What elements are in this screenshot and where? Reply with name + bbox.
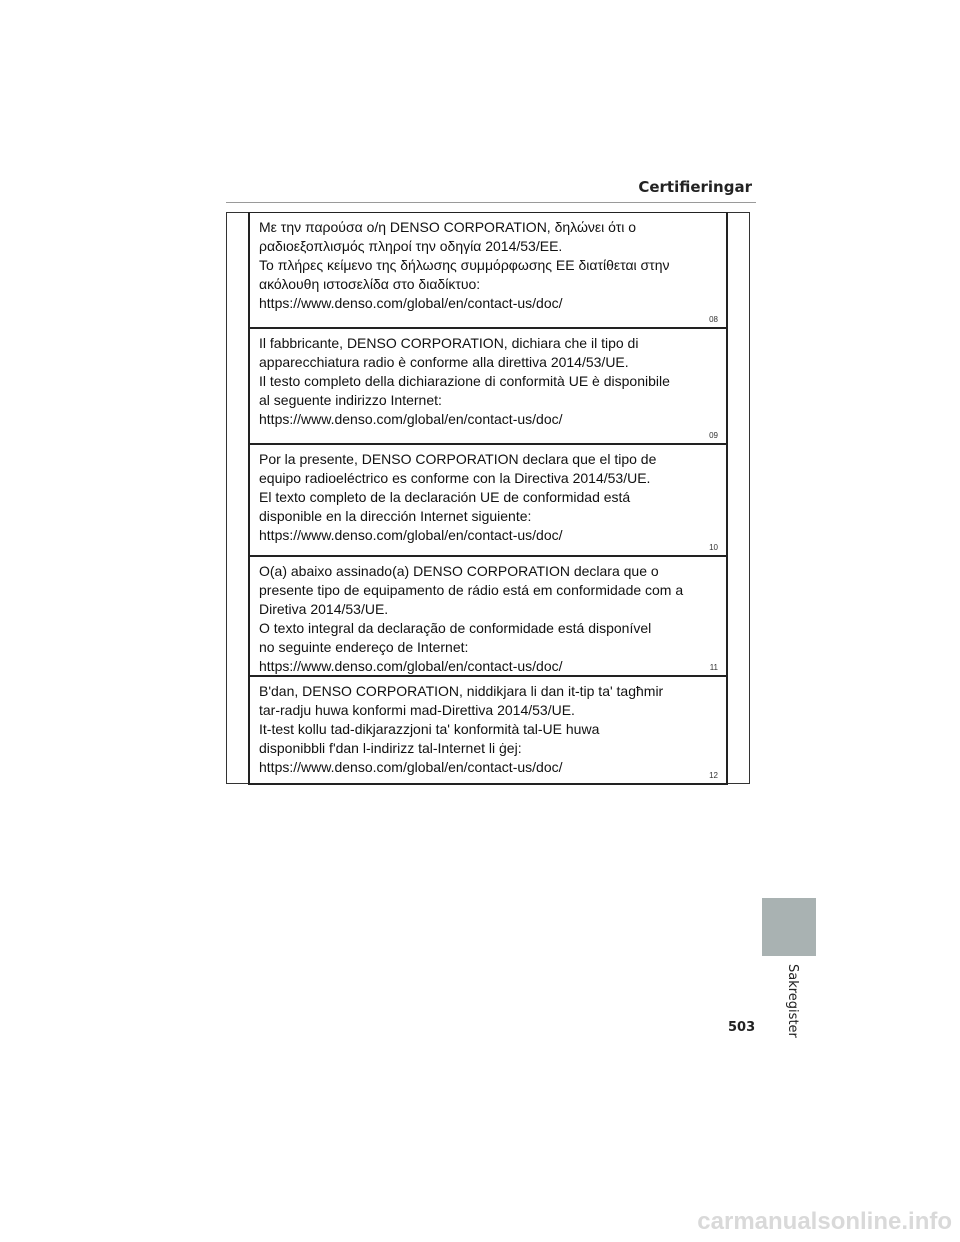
text-line: El texto completo de la declaración UE de conformidad está xyxy=(259,489,631,505)
index-tab xyxy=(762,898,816,956)
page-header xyxy=(226,178,756,203)
text-line: ραδιοεξοπλισμός πληροί την οδηγία 2014/53/ΕΕ. xyxy=(259,238,563,254)
text-line: O(a) abaixo assinado(a) DENSO CORPORATION declara que o xyxy=(259,563,659,579)
text-line: equipo radioeléctrico es conforme con la Directiva 2014/53/UE. xyxy=(259,470,651,486)
text-line: disponible en la dirección Internet siguiente: xyxy=(259,508,532,524)
text-line: https://www.denso.com/global/en/contact-us/doc/ xyxy=(259,759,563,775)
text-line: https://www.denso.com/global/en/contact-us/doc/ xyxy=(259,295,563,311)
text-line: presente tipo de equipamento de rádio está em conformidade com a xyxy=(259,582,684,598)
index-tab-label: Sakregister xyxy=(785,964,800,1038)
declaration-portuguese xyxy=(250,557,726,677)
text-line: disponibbli f'dan l-indirizz tal-Internet li ġej: xyxy=(259,740,522,756)
text-line: https://www.denso.com/global/en/contact-us/doc/ xyxy=(259,658,563,674)
declaration-table xyxy=(248,212,728,785)
text-line: O texto integral da declaração de conformidade está disponível xyxy=(259,620,652,636)
section-code: 10 xyxy=(709,543,718,552)
page-title: Certifieringar xyxy=(638,178,752,196)
declaration-greek xyxy=(250,213,726,329)
text-line: It-test kollu tad-dikjarazzjoni ta' konformità tal-UE huwa xyxy=(259,721,600,737)
text-line: Por la presente, DENSO CORPORATION declara que el tipo de xyxy=(259,451,657,467)
section-code: 11 xyxy=(709,663,718,672)
page-number: 503 xyxy=(728,1020,756,1035)
text-line: https://www.denso.com/global/en/contact-us/doc/ xyxy=(259,411,563,427)
text-line: Il testo completo della dichiarazione di conformità UE è disponibile xyxy=(259,373,670,389)
text-line: Il fabbricante, DENSO CORPORATION, dichiara che il tipo di xyxy=(259,335,639,351)
declaration-italian xyxy=(250,329,726,445)
declaration-spanish xyxy=(250,445,726,557)
text-line: https://www.denso.com/global/en/contact-us/doc/ xyxy=(259,527,563,543)
text-line: Με την παρούσα ο/η DENSO CORPORATION, δηλώνει ότι ο xyxy=(259,219,637,235)
declaration-maltese xyxy=(250,677,726,783)
text-line: no seguinte endereço de Internet: xyxy=(259,639,469,655)
section-code: 09 xyxy=(709,431,718,440)
text-line: ακόλουθη ιστοσελίδα στο διαδίκτυο: xyxy=(259,276,481,292)
text-line: apparecchiatura radio è conforme alla direttiva 2014/53/UE. xyxy=(259,354,629,370)
text-line: al seguente indirizzo Internet: xyxy=(259,392,442,408)
watermark: carmanualsonline.info xyxy=(697,1208,952,1235)
text-line: tar-radju huwa konformi mad-Direttiva 2014/53/UE. xyxy=(259,702,575,718)
section-code: 08 xyxy=(709,315,718,324)
text-line: Το πλήρες κείμενο της δήλωσης συμμόρφωσης ΕΕ διατίθεται στην xyxy=(259,257,670,273)
text-line: B'dan, DENSO CORPORATION, niddikjara li dan it-tip ta' tagħmir xyxy=(259,683,664,699)
section-code: 12 xyxy=(709,771,718,780)
text-line: Diretiva 2014/53/UE. xyxy=(259,601,389,617)
